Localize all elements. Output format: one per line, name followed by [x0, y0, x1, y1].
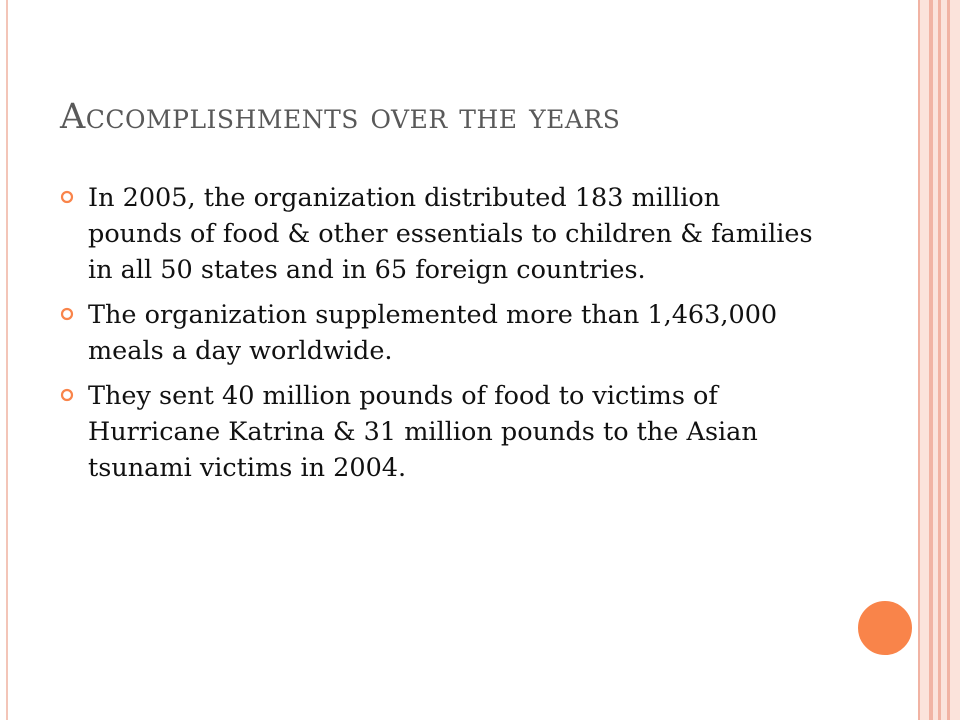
bullet-item: [60, 180, 820, 288]
open-circle-bullet-icon: [60, 388, 74, 402]
bullet-item: [60, 378, 820, 486]
open-circle-bullet-icon: [60, 307, 74, 321]
bullet-text: The organization supplemented more than 1,463,000 meals a day worldwide.: [88, 300, 778, 366]
right-decorative-stripe: [920, 0, 929, 720]
bullet-item: [60, 297, 820, 369]
decorative-orange-circle: [855, 598, 915, 658]
right-decorative-stripe: [950, 0, 960, 720]
bullet-list: [60, 180, 820, 495]
slide-title: Accomplishments over the years: [60, 97, 621, 137]
open-circle-bullet-icon: [60, 190, 74, 204]
bullet-text: They sent 40 million pounds of food to victims of Hurricane Katrina & 31 million pounds to the Asian tsunami victims in 2004.: [88, 381, 758, 483]
bullet-text: In 2005, the organization distributed 183 million pounds of food & other essentials to children & families in all 50 states and in 65 foreign countries.: [88, 183, 813, 285]
left-border-line: [6, 0, 8, 720]
